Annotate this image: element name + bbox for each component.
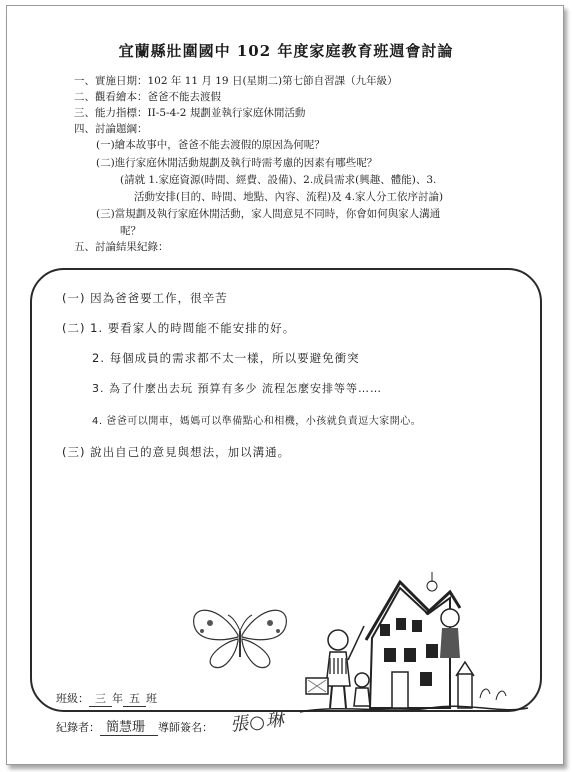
class-field (56, 690, 157, 707)
topic-q1: (一)繪本故事中，爸爸不能去渡假的原因為何呢？ (96, 139, 325, 151)
topic-q2-detail-2: 活動安排(目的、時間、地點、內容、流程)及 4.家人分工依序討論) (134, 191, 444, 203)
item-date: 一、實施日期：102 年 11 月 19 日(星期二)第七節自習課（九年級） (74, 75, 398, 87)
document-title: 宜蘭縣壯圍國中 102 年度家庭教育班週會討論 (118, 42, 454, 60)
topic-q3-line-1: (三)當規劃及執行家庭休閒活動，家人間意見不同時，你會如何與家人溝通 (96, 208, 441, 220)
family-house-illustration (300, 568, 530, 718)
answer-3: (三) 說出自己的意見與想法，加以溝通。 (62, 445, 291, 459)
butterfly-illustration (180, 595, 300, 675)
recorder-field (56, 716, 213, 736)
item-ability: 三、能力指標：II-5-4-2 規劃並執行家庭休閒活動 (74, 107, 306, 119)
topic-q2: (二)進行家庭休閒活動規劃及執行時需考慮的因素有哪些呢？ (96, 157, 378, 169)
answer-2-1: (二) 1. 要看家人的時間能不能安排的好。 (62, 321, 296, 335)
topic-q3-line-2: 呢？ (120, 225, 141, 237)
class-number-value: 五 (129, 692, 140, 705)
class-unit: 班 (146, 692, 157, 705)
answer-2-3: 3. 為了什麼出去玩 預算有多少 流程怎麼安排等等…… (92, 382, 382, 395)
answer-2-4: 4. 爸爸可以開車，媽媽可以準備點心和相機，小孩就負責逗大家開心。 (92, 416, 422, 427)
grade-unit: 年 (112, 692, 123, 705)
answer-2-2: 2. 每個成員的需求都不太一樣，所以要避免衝突 (92, 351, 360, 365)
recorder-name: 簡慧珊 (106, 720, 146, 735)
answer-1: (一) 因為爸爸要工作，很辛苦 (62, 291, 228, 305)
item-result-heading: 五、討論結果紀錄： (74, 241, 169, 253)
item-topics-heading: 四、討論題綱： (74, 123, 148, 135)
item-book: 二、觀看繪本：爸爸不能去渡假 (74, 91, 221, 103)
recorder-label: 紀錄者： (56, 721, 100, 734)
topic-q2-detail-1: (請就 1.家庭資源(時間、經費、設備)、2.成員需求(興趣、體能)、3. (120, 174, 437, 186)
teacher-signature-label: 導師簽名： (158, 721, 213, 734)
class-label: 班級： (56, 692, 89, 705)
teacher-signature: 張○琳 (229, 709, 286, 736)
grade-value: 三 (95, 692, 106, 705)
